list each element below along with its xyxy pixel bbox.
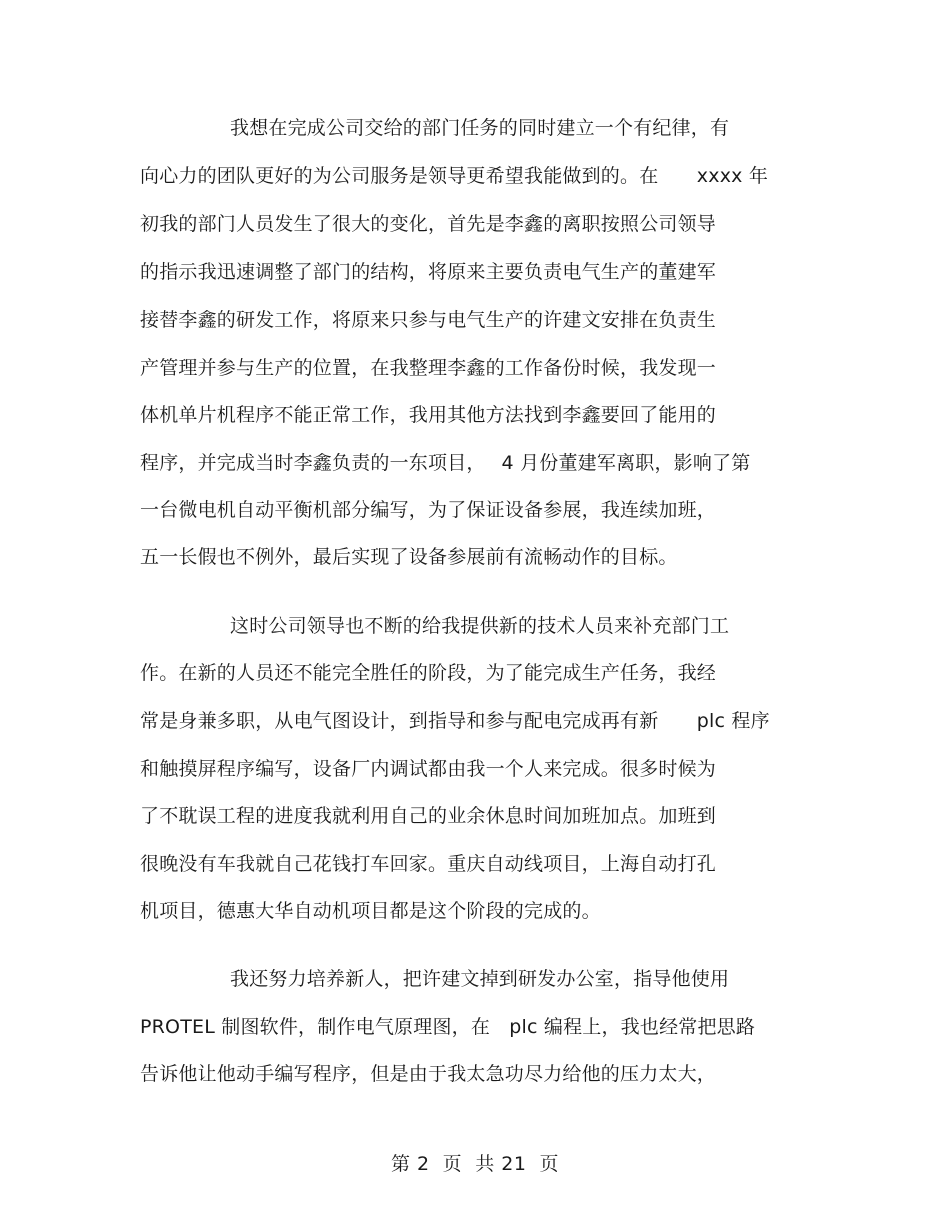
text-line: 这时公司领导也不断的给我提供新的技术人员来补充部门工 bbox=[230, 615, 730, 637]
text-line: 体机单片机程序不能正常工作，我用其他方法找到李鑫要回了能用的 bbox=[140, 404, 717, 426]
text-line: 一台微电机自动平衡机部分编写，为了保证设备参展，我连续加班， bbox=[140, 499, 717, 521]
text-line: 程序，并完成当时李鑫负责的一东项目， 4 月份董建军离职，影响了第 bbox=[140, 452, 751, 474]
text-line: 初我的部门人员发生了很大的变化，首先是李鑫的离职按照公司领导 bbox=[140, 213, 717, 235]
text-line: 很晚没有车我就自己花钱打车回家。重庆自动线项目，上海自动打孔 bbox=[140, 853, 717, 875]
text-line: PROTEL 制图软件，制作电气原理图，在 plc 编程上，我也经常把思路 bbox=[140, 1016, 756, 1038]
text-line: 我还努力培养新人，把许建文掉到研发办公室，指导他使用 bbox=[230, 968, 730, 990]
text-line: 五一长假也不例外，最后实现了设备参展前有流畅动作的目标。 bbox=[140, 546, 678, 568]
text-line: 向心力的团队更好的为公司服务是领导更希望我能做到的。在 xxxx 年 bbox=[140, 165, 769, 187]
text-line: 常是身兼多职，从电气图设计，到指导和参与配电完成再有新 plc 程序 bbox=[140, 710, 770, 732]
text-line: 了不耽误工程的进度我就利用自己的业余休息时间加班加点。加班到 bbox=[140, 805, 717, 827]
text-line: 和触摸屏程序编写，设备厂内调试都由我一个人来完成。很多时候为 bbox=[140, 758, 717, 780]
text-line: 的指示我迅速调整了部门的结构，将原来主要负责电气生产的董建军 bbox=[140, 261, 717, 283]
text-line: 机项目，德惠大华自动机项目都是这个阶段的完成的。 bbox=[140, 900, 601, 922]
text-line: 我想在完成公司交给的部门任务的同时建立一个有纪律，有 bbox=[230, 117, 730, 139]
text-line: 告诉他让他动手编写程序，但是由于我太急功尽力给他的压力太大， bbox=[140, 1063, 717, 1085]
text-line: 作。在新的人员还不能完全胜任的阶段，为了能完成生产任务，我经 bbox=[140, 662, 717, 684]
text-line: 产管理并参与生产的位置，在我整理李鑫的工作备份时候，我发现一 bbox=[140, 357, 717, 379]
text-line: 接替李鑫的研发工作，将原来只参与电气生产的许建文安排在负责生 bbox=[140, 309, 717, 331]
page-footer: 第 2 页 共 21 页 bbox=[390, 1153, 560, 1175]
